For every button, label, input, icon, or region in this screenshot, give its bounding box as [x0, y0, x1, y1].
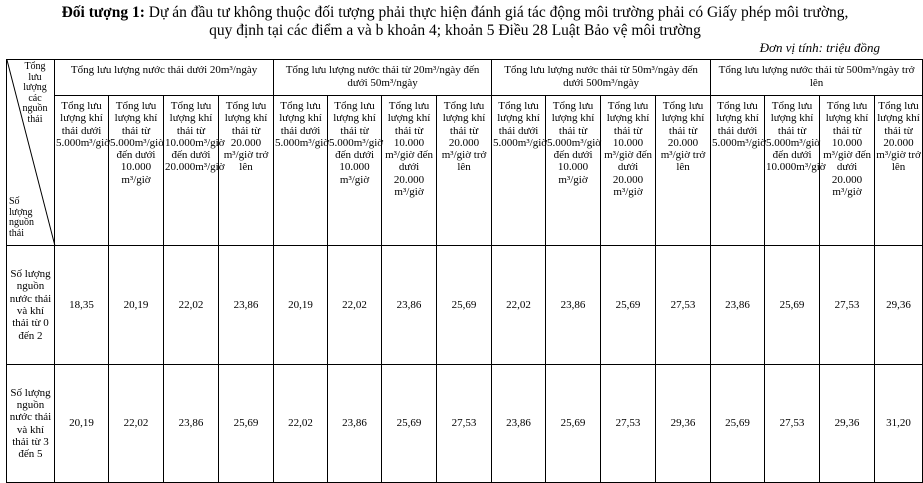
fee-cell: 25,69	[711, 365, 765, 483]
row-label: Số lượng nguồn nước thải và khí thải từ 3 đến 5	[7, 365, 55, 483]
fee-cell: 20,19	[109, 246, 164, 365]
fee-cell: 29,36	[875, 246, 923, 365]
sub-header-row	[7, 96, 923, 246]
sub-header: Tổng lưu lượng khí thải từ 20.000 m³/giờ trở lên	[875, 96, 923, 246]
fee-cell: 29,36	[820, 365, 875, 483]
group-header: Tổng lưu lượng nước thải từ 500m³/ngày trở lên	[711, 60, 923, 96]
table-row	[7, 246, 923, 365]
fee-cell: 25,69	[765, 246, 820, 365]
group-header-row	[7, 60, 923, 96]
unit-label: Đơn vị tính: triệu đồng	[759, 40, 880, 55]
sub-header: Tổng lưu lượng khí thải từ 20.000 m³/giờ trở lên	[437, 96, 492, 246]
sub-header: Tổng lưu lượng khí thải dưới 5.000m³/giờ	[711, 96, 765, 246]
fee-cell: 20,19	[55, 365, 109, 483]
fee-cell: 23,86	[219, 246, 274, 365]
heading-bold: Đối tượng 1:	[61, 4, 145, 21]
sub-header: Tổng lưu lượng khí thải từ 5.000m³/giờ đến dưới 10.000m³/giờ	[765, 96, 820, 246]
fee-cell: 25,69	[546, 365, 601, 483]
fee-cell: 23,86	[546, 246, 601, 365]
fee-cell: 27,53	[765, 365, 820, 483]
sub-header: Tổng lưu lượng khí thải từ 20.000 m³/giờ trở lên	[656, 96, 711, 246]
fee-cell: 23,86	[164, 365, 219, 483]
heading-line2: quy định tại các điểm a và b khoản 4; khoản 5 Điều 28 Luật Bảo vệ môi trường	[209, 22, 701, 39]
corner-bottom-label: Số lượng nguồn thải	[9, 196, 34, 239]
fee-cell: 20,19	[274, 246, 328, 365]
document-heading	[0, 4, 910, 40]
fee-cell: 22,02	[164, 246, 219, 365]
fee-cell: 18,35	[55, 246, 109, 365]
sub-header: Tổng lưu lượng khí thải từ 10.000 m³/giờ đến dưới 20.000 m³/giờ	[820, 96, 875, 246]
fee-cell: 27,53	[656, 246, 711, 365]
sub-header: Tổng lưu lượng khí thải dưới 5.000m³/giờ	[274, 96, 328, 246]
fee-cell: 27,53	[437, 365, 492, 483]
sub-header: Tổng lưu lượng khí thải từ 20.000 m³/giờ trở lên	[219, 96, 274, 246]
sub-header: Tổng lưu lượng khí thải từ 5.000m³/giờ đến dưới 10.000 m³/giờ	[546, 96, 601, 246]
fee-cell: 23,86	[382, 246, 437, 365]
fee-cell: 29,36	[656, 365, 711, 483]
fee-table	[6, 59, 923, 483]
heading-line1: Dự án đầu tư không thuộc đối tượng phải thực hiện đánh giá tác động môi trường phải có Giấy phép môi trường,	[144, 4, 849, 21]
fee-cell: 22,02	[328, 246, 382, 365]
table-row	[7, 365, 923, 483]
fee-cell: 22,02	[274, 365, 328, 483]
fee-cell: 31,20	[875, 365, 923, 483]
corner-cell	[7, 60, 55, 246]
sub-header: Tổng lưu lượng khí thải từ 10.000 m³/giờ đến dưới 20.000 m³/giờ	[382, 96, 437, 246]
sub-header: Tổng lưu lượng khí thải dưới 5.000m³/giờ	[55, 96, 109, 246]
group-header: Tổng lưu lượng nước thải từ 20m³/ngày đến dưới 50m³/ngày	[274, 60, 492, 96]
fee-cell: 23,86	[328, 365, 382, 483]
row-label: Số lượng nguồn nước thải và khí thải từ 0 đến 2	[7, 246, 55, 365]
fee-cell: 27,53	[820, 246, 875, 365]
sub-header: Tổng lưu lượng khí thải từ 5.000m³/giờ đến dưới 10.000 m³/giờ	[328, 96, 382, 246]
fee-cell: 22,02	[492, 246, 546, 365]
fee-cell: 22,02	[109, 365, 164, 483]
fee-cell: 25,69	[601, 246, 656, 365]
fee-cell: 25,69	[219, 365, 274, 483]
sub-header: Tổng lưu lượng khí thải dưới 5.000m³/giờ	[492, 96, 546, 246]
group-header: Tổng lưu lượng nước thải dưới 20m³/ngày	[55, 60, 274, 96]
fee-cell: 25,69	[437, 246, 492, 365]
fee-cell: 25,69	[382, 365, 437, 483]
group-header: Tổng lưu lượng nước thải từ 50m³/ngày đến dưới 500m³/ngày	[492, 60, 711, 96]
fee-cell: 23,86	[711, 246, 765, 365]
corner-top-label: Tổng lưu lượng các nguồn thải	[22, 61, 48, 125]
sub-header: Tổng lưu lượng khí thải từ 5.000m³/giờ đến dưới 10.000 m³/giờ	[109, 96, 164, 246]
fee-cell: 23,86	[492, 365, 546, 483]
sub-header: Tổng lưu lượng khí thải từ 10.000m³/giờ đến dưới 20.000m³/giờ	[164, 96, 219, 246]
fee-cell: 27,53	[601, 365, 656, 483]
sub-header: Tổng lưu lượng khí thải từ 10.000 m³/giờ đến dưới 20.000 m³/giờ	[601, 96, 656, 246]
